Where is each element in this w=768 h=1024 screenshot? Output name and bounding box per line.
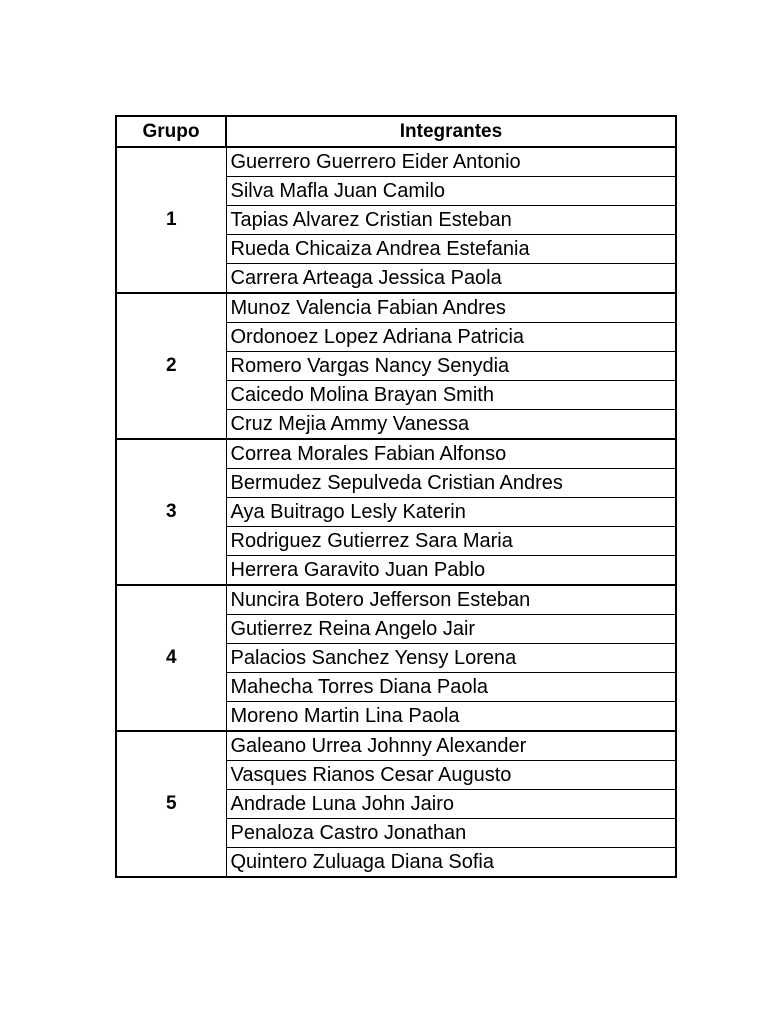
member-name: Nuncira Botero Jefferson Esteban: [226, 585, 676, 615]
member-name: Gutierrez Reina Angelo Jair: [226, 615, 676, 644]
member-row: [116, 731, 676, 761]
member-name: Romero Vargas Nancy Senydia: [226, 352, 676, 381]
group-number: 1: [116, 147, 226, 293]
member-name: Munoz Valencia Fabian Andres: [226, 293, 676, 323]
member-row: [116, 147, 676, 177]
member-name: Guerrero Guerrero Eider Antonio: [226, 147, 676, 177]
member-name: Mahecha Torres Diana Paola: [226, 673, 676, 702]
group-number: 3: [116, 439, 226, 585]
member-name: Palacios Sanchez Yensy Lorena: [226, 644, 676, 673]
header-row: [116, 116, 676, 147]
member-name: Silva Mafla Juan Camilo: [226, 177, 676, 206]
member-name: Moreno Martin Lina Paola: [226, 702, 676, 732]
group-number: 5: [116, 731, 226, 877]
member-name: Rodriguez Gutierrez Sara Maria: [226, 527, 676, 556]
member-name: Carrera Arteaga Jessica Paola: [226, 264, 676, 294]
member-name: Aya Buitrago Lesly Katerin: [226, 498, 676, 527]
integrantes-header: Integrantes: [226, 116, 676, 147]
member-row: [116, 439, 676, 469]
member-name: Galeano Urrea Johnny Alexander: [226, 731, 676, 761]
groups-body: [116, 147, 676, 877]
member-name: Penaloza Castro Jonathan: [226, 819, 676, 848]
member-name: Tapias Alvarez Cristian Esteban: [226, 206, 676, 235]
groups-table: [115, 115, 677, 878]
member-name: Herrera Garavito Juan Pablo: [226, 556, 676, 586]
member-name: Quintero Zuluaga Diana Sofia: [226, 848, 676, 878]
member-name: Rueda Chicaiza Andrea Estefania: [226, 235, 676, 264]
member-name: Vasques Rianos Cesar Augusto: [226, 761, 676, 790]
member-name: Caicedo Molina Brayan Smith: [226, 381, 676, 410]
member-name: Bermudez Sepulveda Cristian Andres: [226, 469, 676, 498]
group-number: 4: [116, 585, 226, 731]
member-name: Ordonoez Lopez Adriana Patricia: [226, 323, 676, 352]
grupo-header: Grupo: [116, 116, 226, 147]
member-row: [116, 585, 676, 615]
member-row: [116, 293, 676, 323]
member-name: Andrade Luna John Jairo: [226, 790, 676, 819]
group-number: 2: [116, 293, 226, 439]
member-name: Correa Morales Fabian Alfonso: [226, 439, 676, 469]
member-name: Cruz Mejia Ammy Vanessa: [226, 410, 676, 440]
